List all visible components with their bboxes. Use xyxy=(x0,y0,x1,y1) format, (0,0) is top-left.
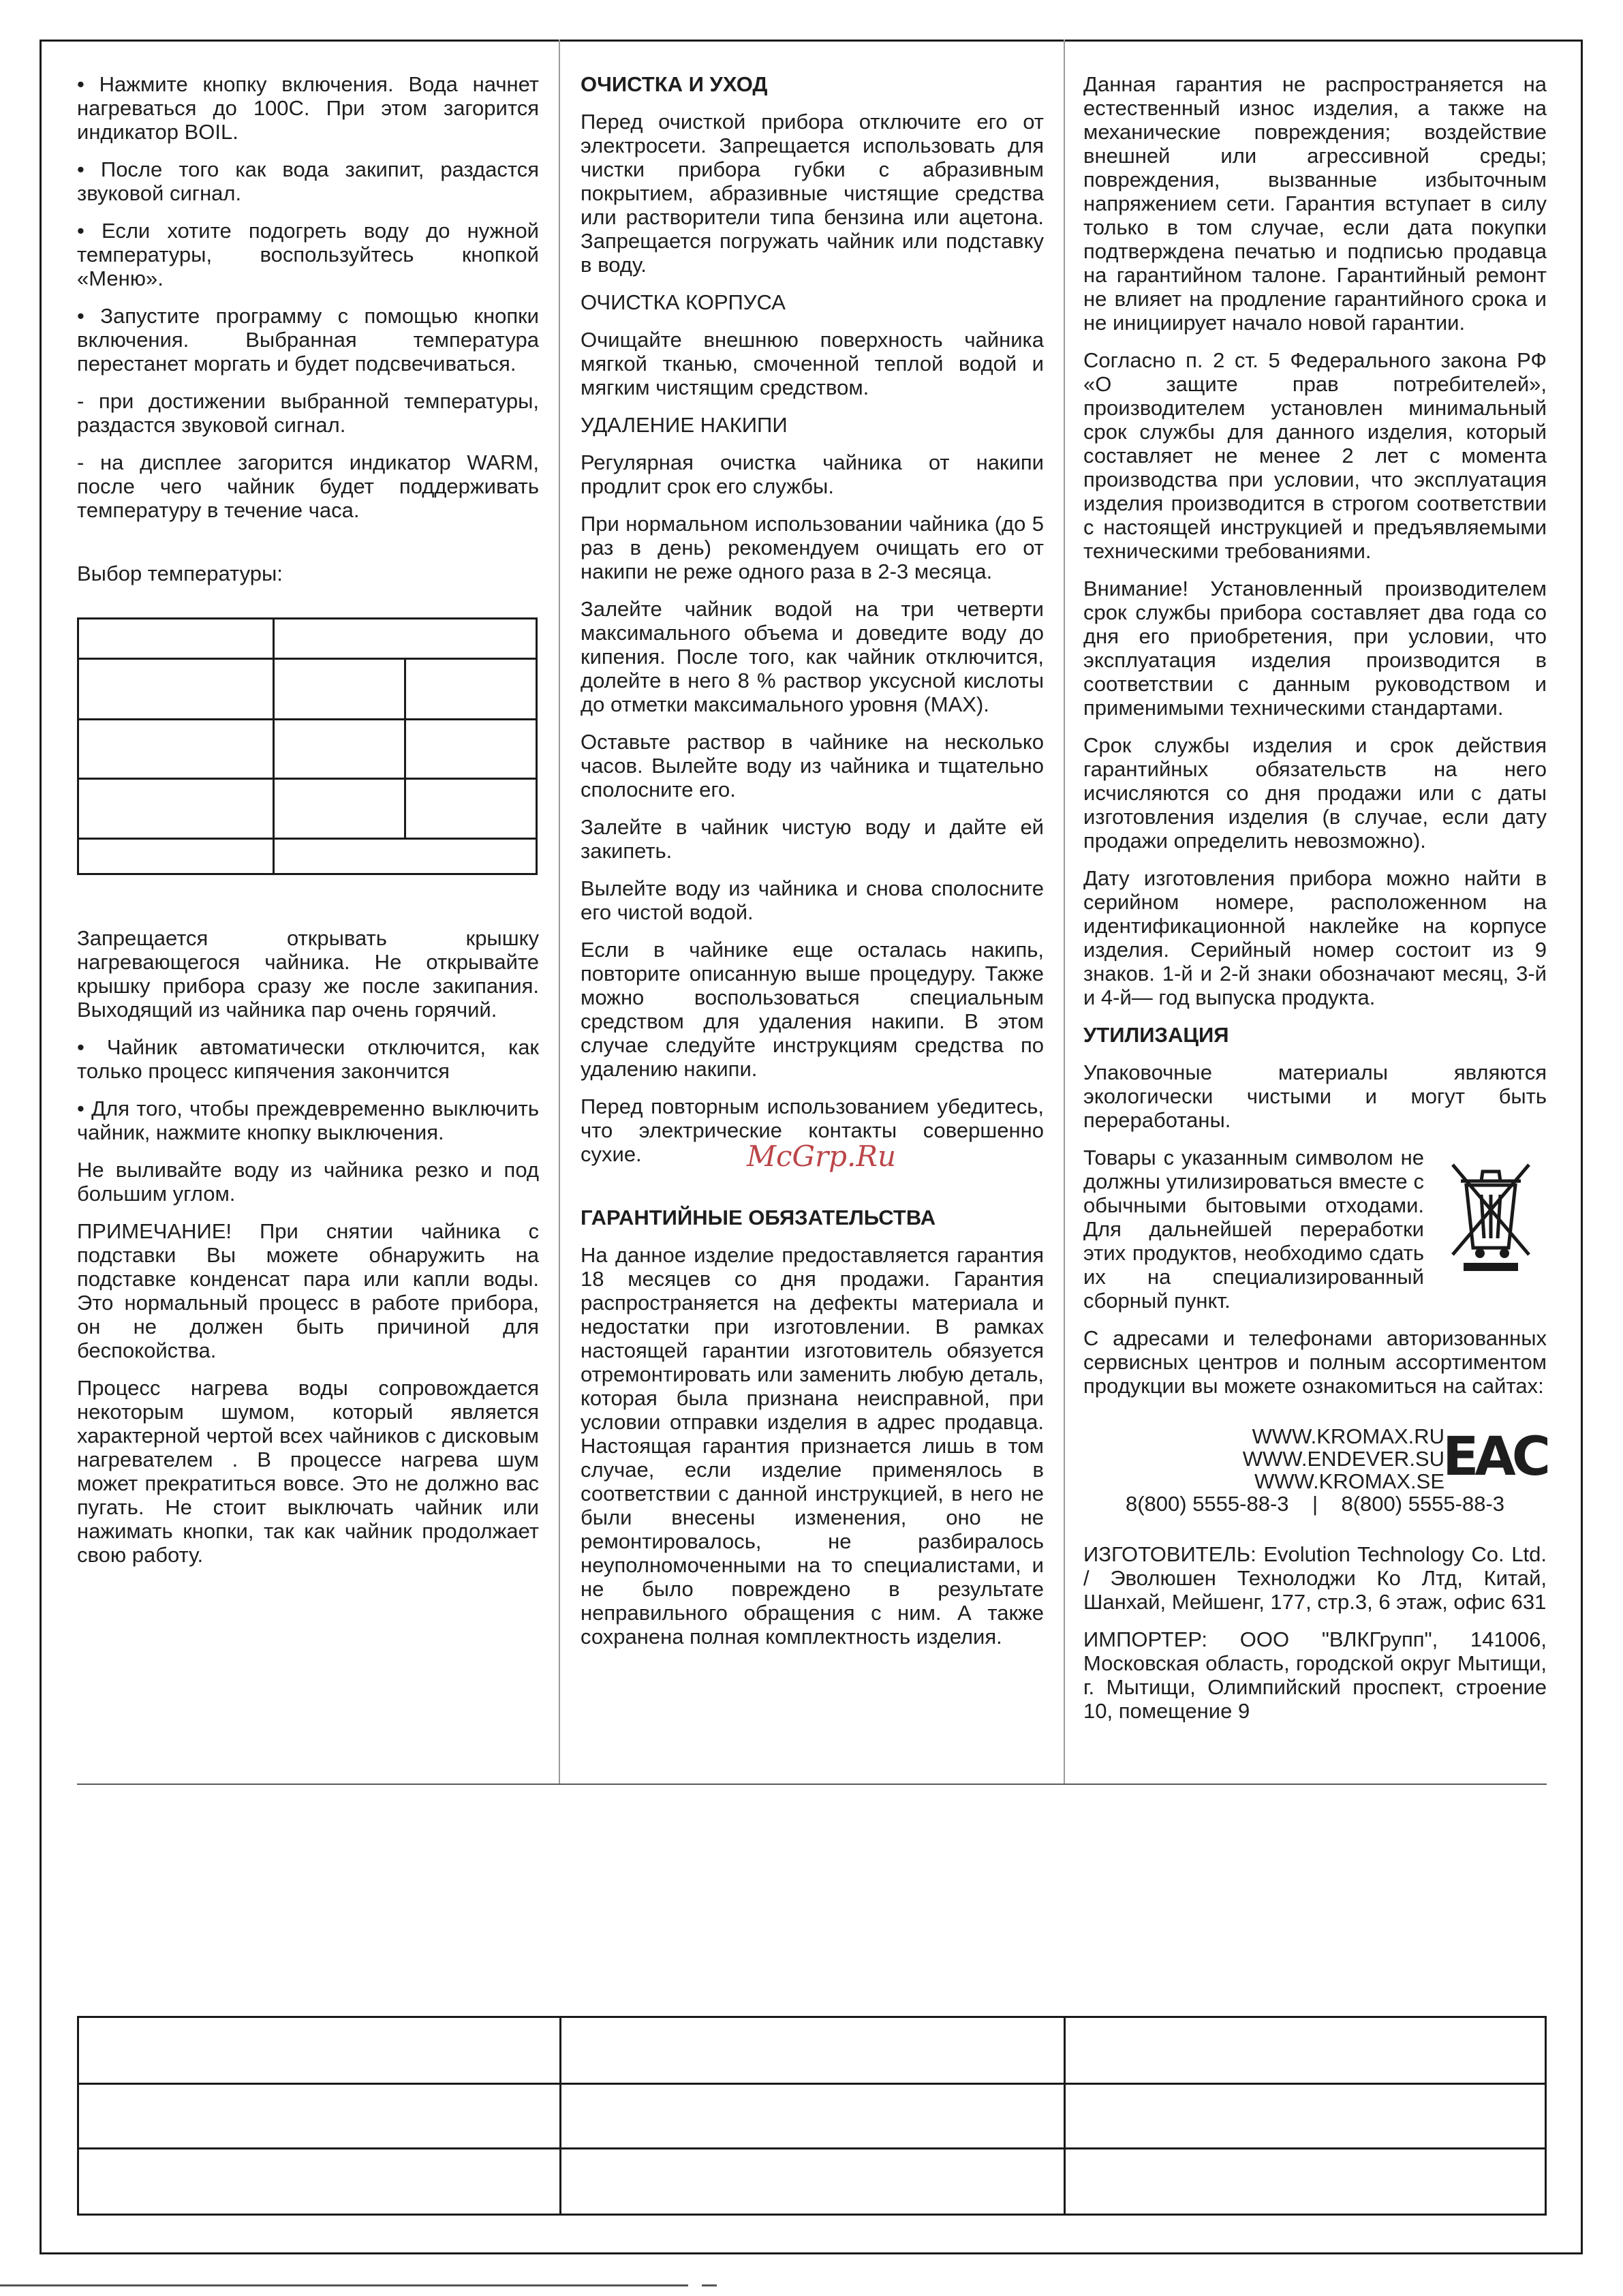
paragraph: - на дисплее загорится индикатор WARM, после чего чайник будет поддерживать температуру в течение часа. xyxy=(77,450,539,522)
paragraph: Упаковочные материалы являются экологически чистыми и могут быть переработаны. xyxy=(1083,1060,1547,1132)
paragraph: Перед повторным использованием убедитесь, что электрические контакты совершенно сухие. xyxy=(581,1095,1044,1166)
cut-mark xyxy=(702,2284,717,2286)
watermark: McGrp.Ru xyxy=(747,1139,897,1173)
paragraph: Перед очисткой прибора отключите его от электросети. Запрещается использовать для чистки прибора губки с абразивным покрытием, абразивные чистящие средства или растворители типа бензина или ацетона. Запрещается погружать чайник или подставку в воду. xyxy=(581,110,1044,277)
paragraph: • Чайник автоматически отключится, как только процесс кипячения закончится xyxy=(77,1035,539,1083)
section-heading-descaling: УДАЛЕНИЕ НАКИПИ xyxy=(581,413,788,437)
table-rule xyxy=(79,838,536,840)
paragraph: Залейте в чайник чистую воду и дайте ей закипеть. xyxy=(581,815,1044,863)
contacts-block xyxy=(1083,1425,1547,1515)
paragraph: • После того как вода закипит, раздастся звуковой сигнал. xyxy=(77,157,539,205)
column-divider-2 xyxy=(1064,40,1065,1784)
paragraph: Оставьте раствор в чайнике на несколько часов. Вылейте воду из чайника и тщательно сполосните его. xyxy=(581,730,1044,801)
table-rule xyxy=(1064,2018,1066,2214)
table-rule xyxy=(559,2018,561,2214)
table-rule xyxy=(273,619,275,873)
table-rule xyxy=(79,718,536,720)
table-rule xyxy=(79,2147,1545,2149)
paragraph: Регулярная очистка чайника от накипи продлит срок его службы. xyxy=(581,450,1044,498)
table-rule xyxy=(79,2083,1545,2085)
table-rule xyxy=(79,658,536,660)
importer-info: ИМПОРТЕР: ООО "ВЛКГрупп", 141006, Московская область, городской округ Мытищи, г. Мытищи, Олимпийский проспект, строение 10, помещение 9 xyxy=(1083,1627,1547,1723)
column-2 xyxy=(581,72,1044,1662)
paragraph: Залейте чайник водой на три четверти максимального объема и доведите воду до кипения. После того, как чайник отключится, долейте в него 8 % раствор уксусной кислоты до отметки максимального уровня (MAX). xyxy=(581,597,1044,716)
section-heading-warranty: ГАРАНТИЙНЫЕ ОБЯЗАТЕЛЬСТВА xyxy=(581,1206,936,1229)
table-rule xyxy=(79,778,536,780)
paragraph: Процесс нагрева воды сопровождается некоторым шумом, который является характерной чертой всех чайников с дисковым нагревателем . В процессе нагрева шум может прекратиться вовсе. Это не должно вас пугать. Не стоит выключать чайник или нажимать кнопки, так как чайник продолжает свою работу. xyxy=(77,1376,539,1567)
paragraph: Дату изготовления прибора можно найти в серийном номере, расположенном на идентификационной наклейке на корпусе изделия. Серийный номер состоит из 9 знаков. 1-й и 2-й знаки обозначают месяц, 3-й и 4-й— год выпуска продукта. xyxy=(1083,866,1547,1009)
website-link[interactable]: WWW.KROMAX.SE xyxy=(1254,1469,1444,1493)
paragraph: • Если хотите подогреть воду до нужной температуры, воспользуйтесь кнопкой «Меню». xyxy=(77,219,539,290)
cut-line xyxy=(0,2284,688,2286)
website-link[interactable]: WWW.KROMAX.RU xyxy=(1252,1424,1444,1448)
crossed-out-bin-icon xyxy=(1438,1146,1543,1280)
paragraph: Согласно п. 2 ст. 5 Федерального закона РФ «О защите прав потребителей», производителем установлен минимальный срок службы для данного изделия, который составляет не менее 2 лет с момента производства при условии, что эксплуатация изделия производится в строгом соответствии с настоящей инструкцией и предъявляемыми техническими требованиями. xyxy=(1083,348,1547,563)
section-heading-body: ОЧИСТКА КОРПУСА xyxy=(581,290,786,314)
column-divider-1 xyxy=(559,40,560,1784)
paragraph: Вылейте воду из чайника и снова сполосните его чистой водой. xyxy=(581,876,1044,924)
paragraph: Очищайте внешнюю поверхность чайника мягкой тканью, смоченной теплой водой и мягким чистящим средством. xyxy=(581,328,1044,399)
paragraph: - при достижении выбранной температуры, раздастся звуковой сигнал. xyxy=(77,389,539,437)
paragraph: Срок службы изделия и срок действия гарантийных обязательств на него исчисляются со дня продажи или с даты изготовления изделия (в случае, если дату продажи определить невозможно). xyxy=(1083,733,1547,853)
paragraph: На данное изделие предоставляется гарантия 18 месяцев со дня продажи. Гарантия распространяется на дефекты материала и недостатки при изготовлении. В рамках настоящей гарантии изготовитель обязуется отремонтировать или заменить любую деталь, которая была признана неисправной, при условии отправки изделия в адрес продавца. Настоящая гарантия признается лишь в том случае, если изделие применялось в соответствии с данной инструкцией, в него не были внесены изменения, оно не ремонтировалось, не разбиралось неуполномоченными на то специалистами, и не было повреждено в результате неправильного обращения с ним. А также сохранена полная комплектность изделия. xyxy=(581,1243,1044,1649)
paragraph: Товары с указанным символом не должны утилизироваться вместе с обычными бытовыми отходами. Для дальнейшей переработки этих продуктов, необходимо сдать их на специализированный сборный пункт. xyxy=(1083,1146,1424,1313)
paragraph: Запрещается открывать крышку нагревающегося чайника. Не открывайте крышку прибора сразу же после закипания. Выходящий из чайника пар очень горячий. xyxy=(77,926,539,1022)
manufacturer-info: ИЗГОТОВИТЕЛЬ: Evolution Technology Co. Ltd. / Эволюшен Технолоджи Ко Лтд, Китай, Шанхай, Мейшенг, 177, стр.3, 6 этаж, офис 631 xyxy=(1083,1542,1547,1614)
paragraph: • Нажмите кнопку включения. Вода начнет нагреваться до 100С. При этом загорится индикатор BOIL. xyxy=(77,72,539,144)
eac-mark-logo: EAC xyxy=(1442,1426,1547,1488)
temperature-table-label: Выбор температуры: xyxy=(77,562,283,585)
paragraph: • Запустите программу с помощью кнопки включения. Выбранная температура перестанет моргать и будет подсвечиваться. xyxy=(77,304,539,376)
section-heading-recycling: УТИЛИЗАЦИЯ xyxy=(1083,1023,1229,1047)
paragraph: • Для того, чтобы преждевременно выключить чайник, нажмите кнопку выключения. xyxy=(77,1097,539,1144)
phone-numbers: 8(800) 5555-88-3 | 8(800) 5555-88-3 xyxy=(1125,1492,1505,1516)
paragraph: Не выливайте воду из чайника резко и под большим углом. xyxy=(77,1158,539,1206)
paragraph: При нормальном использовании чайника (до 5 раз в день) рекомендуем очищать его от накипи не реже одного раза в 2-3 месяца. xyxy=(581,512,1044,583)
website-link[interactable]: WWW.ENDEVER.SU xyxy=(1242,1447,1444,1471)
column-3 xyxy=(1083,72,1547,1736)
paragraph: С адресами и телефонами авторизованных сервисных центров и полным ассортиментом продукции вы можете ознакомиться на сайтах: xyxy=(1083,1326,1547,1398)
horizontal-divider xyxy=(77,1784,1547,1785)
paragraph: Данная гарантия не распространяется на естественный износ изделия, а также на механические повреждения; воздействие внешней или агрессивной среды; повреждения, вызванные избыточным напряжением сети. Гарантия вступает в силу только в том случае, если дата покупки подтверждена печатью и подписью продавца на гарантийном талоне. Гарантийный ремонт не влияет на продление гарантийного срока и не инициирует начало новой гарантии. xyxy=(1083,72,1547,335)
bottom-table xyxy=(77,2016,1547,2216)
paragraph: Внимание! Установленный производителем срок службы прибора составляет два года со дня его приобретения, при условии, что эксплуатация изделия производится в соответствии с данным руководством и применимыми техническими стандартами. xyxy=(1083,577,1547,720)
temperature-table xyxy=(77,617,538,875)
recycle-block xyxy=(1083,1146,1547,1313)
paragraph: ПРИМЕЧАНИЕ! При снятии чайника с подставки Вы можете обнаружить на подставке конденсат пара или капли воды. Это нормальный процесс в работе прибора, он не должен быть причиной для беспокойства. xyxy=(77,1219,539,1362)
paragraph: Если в чайнике еще осталась накипь, повторите описанную выше процедуру. Также можно воспользоваться специальным средством для удаления накипи. В этом случае следуйте инструкциям средства по удалению накипи. xyxy=(581,938,1044,1081)
section-heading-cleaning: ОЧИСТКА И УХОД xyxy=(581,72,768,96)
table-rule xyxy=(404,658,406,840)
